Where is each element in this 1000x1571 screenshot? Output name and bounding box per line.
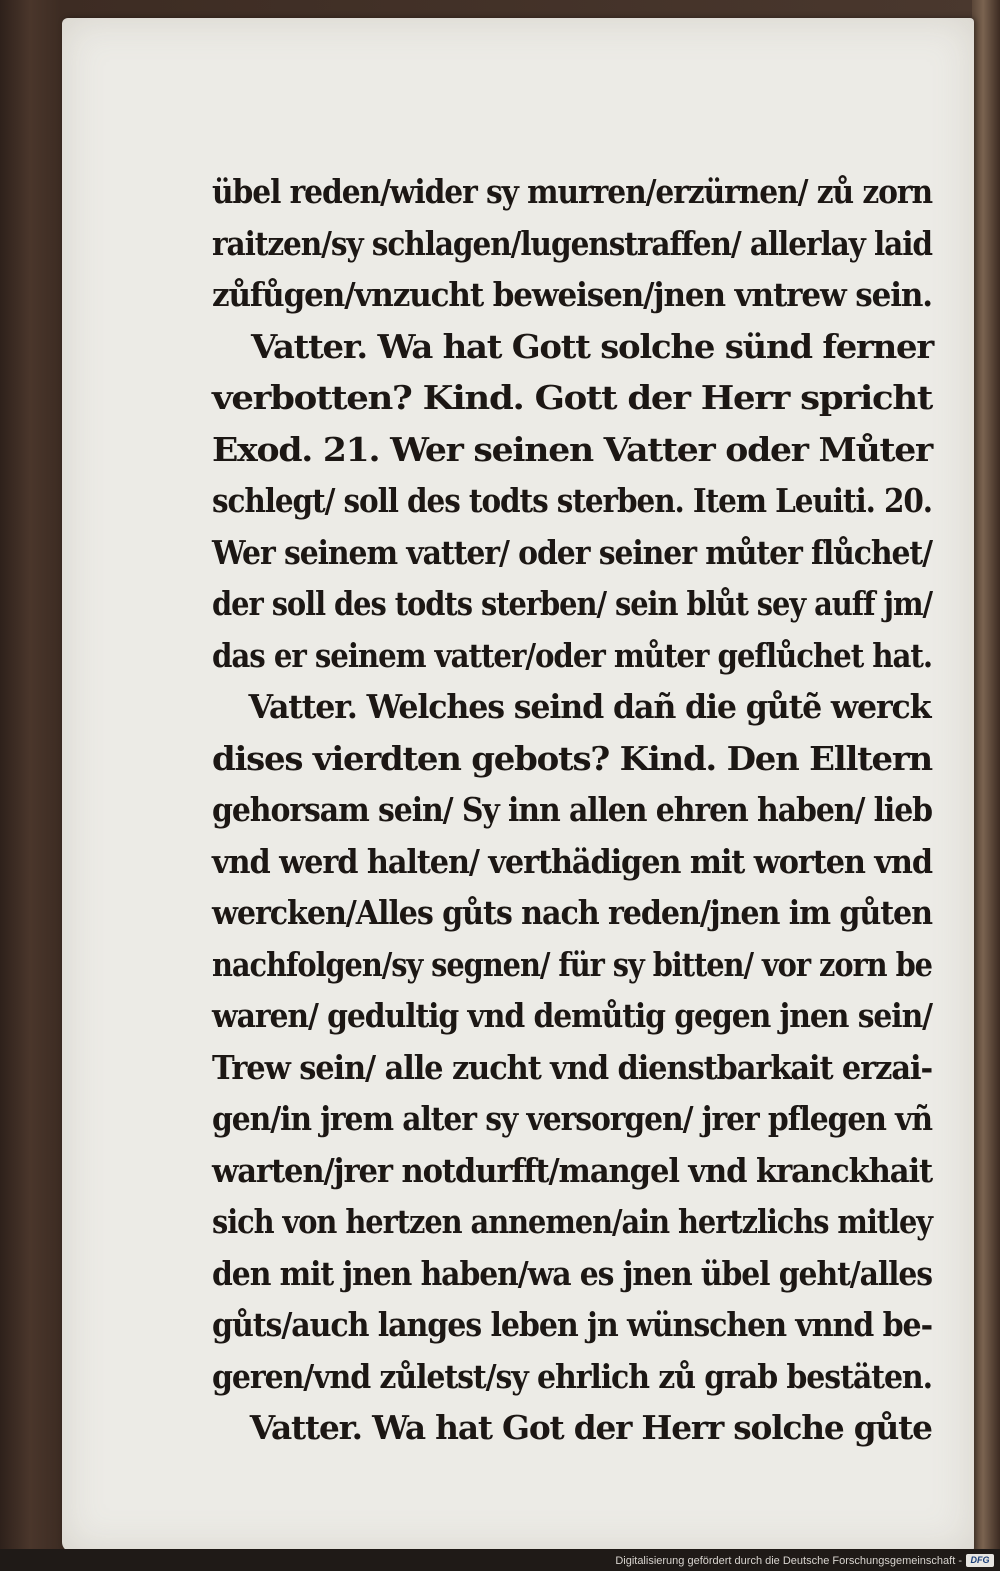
text-line: geren/vnd zůletst/sy ehrlich zů grab bestäten. <box>212 1356 932 1396</box>
text-line: verbotten? Kind. Gott der Herr spricht <box>212 378 932 417</box>
digitization-footer <box>0 1549 1000 1571</box>
text-line: das er seinem vatter/oder můter geflůchet hat. <box>212 635 932 675</box>
funding-credit: Digitalisierung gefördert durch die Deutsche Forschungsgemeinschaft - <box>615 1555 962 1567</box>
text-line: warten/jrer notdurfft/mangel vnd kranckhait <box>212 1150 932 1190</box>
text-line: den mit jnen haben/wa es jnen übel geht/alles <box>212 1253 932 1293</box>
text-line: wercken/Alles gůts nach reden/jnen im gůten <box>212 893 932 932</box>
text-line: Vatter. Wa hat Got der Herr solche gůte <box>249 1408 932 1447</box>
text-line: sich von hertzen annemen/ain hertzlichs mitley <box>212 1202 932 1241</box>
text-line: Vatter. Wa hat Gott solche sünd ferner <box>251 326 934 366</box>
text-line: schlegt/ soll des todts sterben. Item Leuiti. 20. <box>212 481 932 520</box>
dfg-logo-icon: DFG <box>966 1554 994 1567</box>
text-line: übel reden/wider sy murren/erzürnen/ zů zorn <box>212 172 932 211</box>
text-line: gůts/auch langes leben jn wünschen vnnd be- <box>212 1305 932 1344</box>
page-text-block <box>212 166 932 1454</box>
text-line: Trew sein/ alle zucht vnd dienstbarkait erzai- <box>212 1047 932 1087</box>
text-line: gehorsam sein/ Sy inn allen ehren haben/ lieb <box>212 790 932 829</box>
text-line: Vatter. Welches seind dañ die gůtẽ werck <box>248 687 931 726</box>
text-line: gen/in jrem alter sy versorgen/ jrer pflegen vñ <box>212 1099 932 1138</box>
text-line: Wer seinem vatter/ oder seiner můter flůchet/ <box>212 532 932 572</box>
text-line: dises vierdten gebots? Kind. Den Elltern <box>212 738 933 778</box>
text-line: Exod. 21. Wer seinen Vatter oder Můter <box>212 429 932 469</box>
text-line: der soll des todts sterben/ sein blůt sey auff jm/ <box>212 584 932 623</box>
text-line: raitzen/sy schlagen/lugenstraffen/ allerlay laid <box>212 223 932 263</box>
text-line: waren/ gedultig vnd demůtig gegen jnen sein/ <box>212 996 932 1035</box>
book-edge <box>972 0 1000 1571</box>
text-line: zůfůgen/vnzucht beweisen/jnen vntrew sein. <box>212 275 932 314</box>
text-line: nachfolgen/sy segnen/ für sy bitten/ vor zorn be <box>212 944 932 984</box>
book-page <box>62 18 974 1552</box>
text-line: vnd werd halten/ verthädigen mit worten vnd <box>212 841 932 881</box>
